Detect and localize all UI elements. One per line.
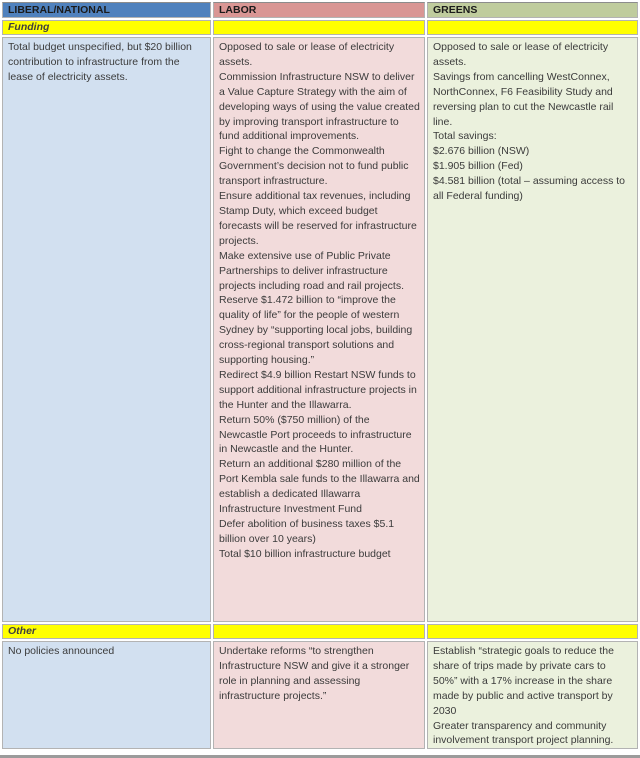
cell-other-liberal-national [2,641,211,749]
policy-paragraph: Undertake reforms “to strengthen Infrastructure NSW and give it a stronger role in planning and assessing infrastructure projects.” [219,645,410,702]
column-header-labor: LABOR [213,2,425,18]
policy-paragraph: Make extensive use of Public Private Partnerships to deliver infrastructure projects including road and rail projects. [219,249,405,292]
header-row [2,2,638,18]
policy-paragraph: Total $10 billion infrastructure budget [219,547,391,560]
section-row-funding [2,20,638,35]
policy-paragraph: No policies announced [8,645,115,657]
policy-paragraph: Savings from cancelling WestConnex, NorthConnex, F6 Feasibility Study and reversing plan to cut the Newcastle rail line. [433,70,614,128]
policy-paragraph: Total budget unspecified, but $20 billion contribution to infrastructure from the lease of electricity assets. [8,41,192,83]
cell-other-greens [427,641,638,749]
funding-content-row [2,37,638,622]
section-title-other: Other [2,624,211,639]
column-header-liberal-national: LIBERAL/NATIONAL [2,2,211,18]
cell-funding-liberal-national [2,37,211,622]
policy-paragraph: Opposed to sale or lease of electricity assets. [433,41,609,68]
policy-paragraph: Ensure additional tax revenues, including Stamp Duty, which exceed budget forecasts will be reserved for infrastructure projects. [219,190,417,247]
cell-funding-labor [213,37,425,622]
policy-paragraph: Opposed to sale or lease of electricity assets. [219,41,395,68]
section-cell-other-greens [427,624,638,639]
section-cell-funding-greens [427,20,638,35]
policy-paragraph: Establish “strategic goals to reduce the share of trips made by private cars to 50%” with a 17% increase in the share made by public and active transport by 2030 [433,645,614,717]
policy-paragraph: Total savings: [433,130,497,143]
policy-paragraph: Greater transparency and community involvement transport project planning. [433,719,614,747]
policy-paragraph: Fight to change the Commonwealth Government’s decision not to fund public transport infrastructure. [219,145,409,188]
policy-paragraph: $1.905 billion (Fed) [433,160,523,173]
section-title-funding: Funding [2,20,211,35]
policy-paragraph: $4.581 billion (total – assuming access to all Federal funding) [433,175,626,203]
policy-paragraph: Defer abolition of business taxes $5.1 billion over 10 years) [219,518,395,545]
policy-paragraph: Return an additional $280 million of the Port Kembla sale funds to the Illawarra and establish a dedicated Illawarra Infrastructure Investment Fund [219,458,420,516]
section-row-other [2,624,638,639]
section-cell-other-labor [213,624,425,639]
policy-paragraph: Commission Infrastructure NSW to deliver a Value Capture Strategy with the aim of developing ways of using the value created by improving transport infrastructure to fund additional improvements. [219,70,420,143]
policy-paragraph: $2.676 billion (NSW) [433,145,530,158]
section-cell-funding-labor [213,20,425,35]
cell-other-labor [213,641,425,749]
other-content-row [2,641,638,749]
policy-paragraph: Redirect $4.9 billion Restart NSW funds to support additional infrastructure projects in the Hunter and the Illawarra. [219,368,417,411]
policy-paragraph: Return 50% ($750 million) of the Newcastle Port proceeds to infrastructure in Newcastle and the Hunter. [219,413,412,456]
column-header-greens: GREENS [427,2,638,18]
policy-paragraph: Reserve $1.472 billion to “improve the quality of life” for the people of western Sydney by “supporting local jobs, building cross-regional transport solutions and supporting housing.” [219,294,413,367]
cell-funding-greens [427,37,638,622]
